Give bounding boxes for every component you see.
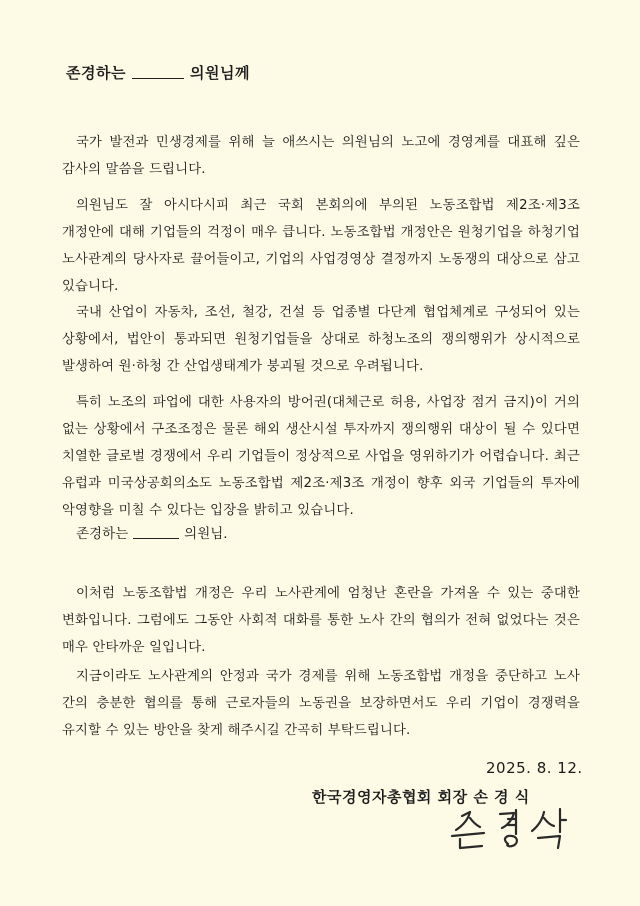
letter-date: 2025. 8. 12. [486,759,583,777]
handwritten-signature [448,806,588,852]
paragraph-4: 특히 노조의 파업에 대한 사용자의 방어권(대체근로 허용, 사업장 점거 금지)이 거의 없는 상황에서 구조조정은 물론 해외 생산시설 투자까지 쟁의행위 대상이 될 수 있다면 치열한 글로벌 경쟁에서 우리 기업들이 정상적으로 사업을 영위하기가 어렵습니다. 최근 유럽과 미국상공회의소도 노동조합법 제2조·제3조 개정이 향후 외국 기업들의 투자에 악영향을 미칠 수 있다는 입장을 밝히고 있습니다. [62,395,580,519]
second-salutation [76,522,228,543]
salutation-prefix: 존경하는 [66,64,126,82]
second-name-blank [133,522,179,539]
paragraph-1: 국가 발전과 민생경제를 위해 늘 애쓰시는 의원님의 노고에 경영계를 대표해 깊은 감사의 말씀을 드립니다. [62,135,580,178]
paragraph-6: 지금이라도 노사관계의 안정과 국가 경제를 위해 노동조합법 개정을 중단하고 노사 간의 충분한 협의를 통해 근로자들의 노동권을 보장하면서도 우리 기업이 경쟁력을 유지할 수 있는 방안을 찾게 해주시길 간곡히 부탁드립니다. [62,669,580,739]
paragraph-3: 국내 산업이 자동차, 조선, 철강, 건설 등 업종별 다단계 협업체계로 구성되어 있는 상황에서, 법안이 통과되면 원청기업들을 상대로 하청노조의 쟁의행위가 상시적으로 발생하여 원·하청 간 산업생태계가 붕괴될 것으로 우려됩니다. [62,305,580,375]
signer-line: 한국경영자총협회 회장 손 경 식 [312,788,530,806]
salutation-suffix: 의원님께 [189,64,250,82]
paragraph-5: 이처럼 노동조합법 개정은 우리 노사관계에 엄청난 혼란을 가져올 수 있는 중대한 변화입니다. 그럼에도 그동안 사회적 대화를 통한 노사 간의 협의가 전혀 없었다는 것은 매우 안타까운 일입니다. [62,586,580,656]
name-blank [132,60,184,79]
salutation [66,62,250,83]
paragraph-2: 의원님도 잘 아시다시피 최근 국회 본회의에 부의된 노동조합법 제2조·제3조 개정안에 대해 기업들의 걱정이 매우 큽니다. 노동조합법 개정안은 원청기업을 하청기업 노사관계의 당사자로 끌어들이고, 기업의 사업경영상 결정까지 노동쟁의 대상으로 삼고 있습니다. [62,198,580,295]
second-salutation-prefix: 존경하는 [76,526,129,542]
second-salutation-suffix: 의원님. [184,526,228,542]
